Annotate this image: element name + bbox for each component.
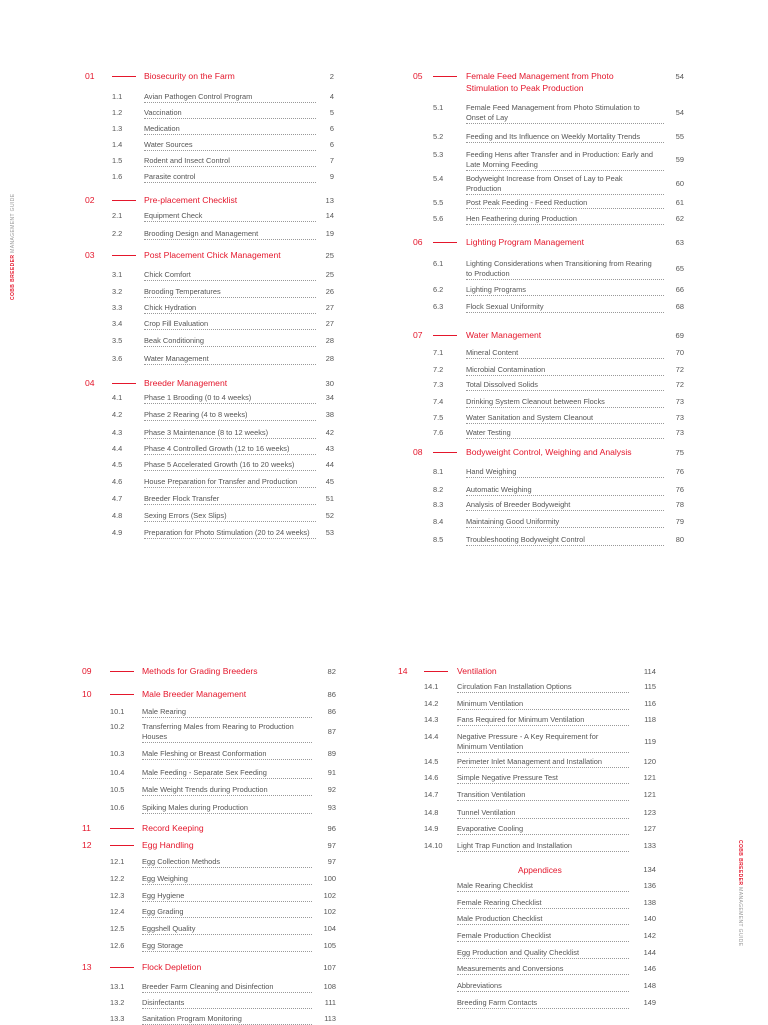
entry-title[interactable]: Fans Required for Minimum Ventilation [457,715,629,726]
entry-number: 7.5 [433,413,444,422]
page-number: 80 [675,535,684,544]
entry-number: 14.4 [424,732,439,741]
section-rule [433,452,457,453]
entry-number: 7.3 [433,380,444,389]
entry-title[interactable]: Water Testing [466,428,664,439]
page-number: 136 [643,881,656,890]
section-number: 03 [85,250,95,260]
entry-title[interactable]: Egg Production and Quality Checklist [457,948,629,959]
section-title-line2[interactable]: Stimulation to Peak Production [466,83,584,93]
entry-number: 3.5 [112,336,123,345]
page-number: 97 [327,841,336,850]
entry-title[interactable]: Simple Negative Pressure Test [457,773,629,784]
page-number: 146 [643,964,656,973]
entry-title[interactable]: Female Production Checklist [457,931,629,942]
page-number: 96 [327,824,336,833]
entry-title[interactable]: Water Sanitation and System Cleanout [466,413,664,424]
appendices-heading[interactable]: Appendices [518,865,562,875]
section-title[interactable]: Record Keeping [142,823,204,833]
entry-number: 12.5 [110,924,125,933]
section-number: 13 [82,962,92,972]
page-number: 9 [329,172,334,181]
entry-number: 8.3 [433,500,444,509]
section-number: 10 [82,689,92,699]
entry-title[interactable]: Preparation for Photo Stimulation (20 to 24 weeks) [144,528,316,539]
entry-title[interactable]: Hand Weighing [466,467,664,478]
page-number: 134 [643,865,656,874]
entry-number: 10.1 [110,707,125,716]
page-number: 27 [325,319,334,328]
entry-title-line2[interactable]: Late Morning Feeding [466,160,664,171]
entry-number: 14.3 [424,715,439,724]
section-title[interactable]: Water Management [466,330,542,340]
page-number: 86 [327,690,336,699]
entry-title[interactable]: Female Feed Management from Photo Stimulation to [466,103,640,112]
entry-title[interactable]: Beak Conditioning [144,336,316,347]
section-rule [424,671,448,672]
entry-title[interactable]: Sanitation Program Monitoring [142,1014,312,1025]
page-number: 43 [325,444,334,453]
entry-title[interactable]: Parasite control [144,172,316,183]
page-number: 73 [675,428,684,437]
page-number: 104 [323,924,336,933]
entry-title[interactable]: Feeding Hens after Transfer and in Production: Early and [466,150,653,159]
page-number: 54 [675,72,684,81]
entry-title[interactable]: Male Weight Trends during Production [142,785,312,796]
section-title[interactable]: Post Placement Chick Management [144,250,281,260]
page-number: 133 [643,841,656,850]
entry-title[interactable]: Sexing Errors (Sex Slips) [144,511,316,522]
section-rule [110,967,134,968]
entry-number: 4.9 [112,528,123,537]
entry-number: 1.6 [112,172,123,181]
entry-number: 3.6 [112,354,123,363]
entry-title[interactable]: Male Rearing Checklist [457,881,629,892]
entry-title[interactable]: Post Peak Feeding - Feed Reduction [466,198,664,209]
entry-title[interactable]: Eggshell Quality [142,924,312,935]
entry-title[interactable]: Transferring Males from Rearing to Production [142,722,294,731]
entry-title[interactable]: Vaccination [144,108,316,119]
entry-number: 14.7 [424,790,439,799]
entry-title[interactable]: Minimum Ventilation [457,699,629,710]
entry-title[interactable]: Water Sources [144,140,316,151]
entry-title[interactable]: Circulation Fan Installation Options [457,682,629,693]
page-number: 91 [327,768,336,777]
entry-number: 1.5 [112,156,123,165]
entry-number: 7.1 [433,348,444,357]
page-number: 102 [323,891,336,900]
page-number: 79 [675,517,684,526]
section-rule [112,200,136,201]
page-number: 51 [325,494,334,503]
page-number: 2 [329,72,334,81]
page-number: 55 [675,132,684,141]
page-number: 53 [325,528,334,537]
page-number: 7 [329,156,334,165]
entry-number: 10.5 [110,785,125,794]
entry-title[interactable]: Microbial Contamination [466,365,664,376]
page-number: 119 [644,737,656,746]
entry-number: 4.7 [112,494,123,503]
entry-title[interactable]: Light Trap Function and Installation [457,841,629,852]
page-number: 19 [325,229,334,238]
entry-title[interactable]: Hen Feathering during Production [466,214,664,225]
section-number: 04 [85,378,95,388]
entry-title-line2[interactable]: Minimum Ventilation [457,742,629,753]
section-number: 05 [413,71,423,81]
page-number: 42 [325,428,334,437]
section-number: 11 [82,823,91,833]
section-rule [433,335,457,336]
entry-number: 13.2 [110,998,125,1007]
page-number: 102 [323,907,336,916]
entry-title[interactable]: Rodent and Insect Control [144,156,316,167]
page-number: 66 [675,285,684,294]
section-title[interactable]: Methods for Grading Breeders [142,666,258,676]
section-number: 06 [413,237,423,247]
entry-title[interactable]: Breeding Farm Contacts [457,998,629,1009]
entry-number: 7.6 [433,428,444,437]
page-number: 148 [643,981,656,990]
entry-title[interactable]: Chick Hydration [144,303,316,314]
page-number: 115 [644,682,656,691]
entry-number: 5.2 [433,132,444,141]
page-number: 142 [643,931,656,940]
entry-number: 3.1 [112,270,123,279]
entry-number: 4.6 [112,477,123,486]
entry-number: 1.1 [112,92,123,101]
page-number: 69 [675,331,684,340]
page-number: 82 [327,667,336,676]
entry-title[interactable]: Water Management [144,354,316,365]
page-number: 114 [643,667,656,676]
section-number: 12 [82,840,92,850]
page-number: 76 [675,485,684,494]
entry-number: 12.1 [110,857,125,866]
page-number: 105 [323,941,336,950]
entry-title[interactable]: Phase 2 Rearing (4 to 8 weeks) [144,410,316,421]
entry-number: 3.3 [112,303,123,312]
entry-title[interactable]: Drinking System Cleanout between Flocks [466,397,664,408]
side-brand: COBB BREEDER [737,840,743,886]
entry-number: 8.2 [433,485,444,494]
entry-title[interactable]: Avian Pathogen Control Program [144,92,316,103]
entry-title-line2[interactable]: Houses [142,732,312,743]
entry-number: 1.4 [112,140,123,149]
entry-number: 6.3 [433,302,444,311]
entry-title[interactable]: Tunnel Ventilation [457,808,629,819]
entry-number: 2.2 [112,229,123,238]
section-number: 14 [398,666,408,676]
page-number: 76 [675,467,684,476]
page-number: 38 [325,410,334,419]
page-number: 25 [325,270,334,279]
section-title[interactable]: Ventilation [457,666,497,676]
entry-number: 12.2 [110,874,125,883]
entry-number: 12.6 [110,941,125,950]
side-rest: MANAGEMENT GUIDE [10,193,16,255]
page-number: 45 [325,477,334,486]
entry-title[interactable]: Chick Comfort [144,270,316,281]
page-number: 34 [325,393,334,402]
page-number: 121 [643,790,656,799]
entry-title-line2[interactable]: Production [466,184,664,195]
entry-title[interactable]: Phase 5 Accelerated Growth (16 to 20 weeks) [144,460,316,471]
page-number: 27 [325,303,334,312]
entry-title[interactable]: Brooding Temperatures [144,287,316,298]
entry-number: 10.2 [110,722,125,731]
entry-number: 14.2 [424,699,439,708]
entry-title-line2[interactable]: to Production [466,269,664,280]
entry-number: 5.5 [433,198,444,207]
entry-title[interactable]: Male Production Checklist [457,914,629,925]
section-rule [112,255,136,256]
page-number: 28 [325,336,334,345]
page-number: 92 [327,785,336,794]
page-number: 100 [323,874,336,883]
page-number: 72 [675,365,684,374]
section-title[interactable]: Male Breeder Management [142,689,247,699]
page-number: 107 [323,963,336,972]
entry-number: 6.1 [433,259,444,268]
entry-number: 13.3 [110,1014,125,1023]
entry-title-line2[interactable]: Onset of Lay [466,113,664,124]
page-number: 138 [643,898,656,907]
page-number: 93 [327,803,336,812]
section-title[interactable]: Flock Depletion [142,962,202,972]
entry-title[interactable]: Medication [144,124,316,135]
side-rest: MANAGEMENT GUIDE [737,885,743,947]
entry-title[interactable]: Egg Grading [142,907,312,918]
entry-number: 4.8 [112,511,123,520]
entry-number: 1.2 [112,108,123,117]
section-number: 02 [85,195,95,205]
entry-number: 14.5 [424,757,439,766]
page-number: 5 [329,108,334,117]
page-number: 4 [329,92,334,101]
section-title[interactable]: Lighting Program Management [466,237,584,247]
section-title[interactable]: Egg Handling [142,840,194,850]
entry-title[interactable]: Perimeter Inlet Management and Installation [457,757,629,768]
page-number: 59 [675,155,684,164]
entry-title[interactable]: Equipment Check [144,211,316,222]
entry-number: 5.6 [433,214,444,223]
page-number: 86 [327,707,336,716]
entry-number: 3.2 [112,287,123,296]
page-number: 89 [327,749,336,758]
entry-title[interactable]: Total Dissolved Solids [466,380,664,391]
section-number: 08 [413,447,423,457]
page-number: 97 [327,857,336,866]
section-rule [433,242,457,243]
page-number: 108 [323,982,336,991]
section-rule [433,76,457,77]
entry-title[interactable]: Male Fleshing or Breast Conformation [142,749,312,760]
page-number: 6 [329,124,334,133]
page-number: 140 [643,914,656,923]
side-label-top [10,193,16,300]
section-rule [110,694,134,695]
entry-title[interactable]: Evaporative Cooling [457,824,629,835]
page-number: 52 [325,511,334,520]
page-number: 54 [675,108,684,117]
section-title[interactable]: Biosecurity on the Farm [144,71,235,81]
page-number: 127 [643,824,656,833]
section-rule [110,671,134,672]
entry-number: 12.4 [110,907,125,916]
page-number: 44 [325,460,334,469]
entry-number: 10.3 [110,749,125,758]
entry-number: 8.4 [433,517,444,526]
entry-title[interactable]: Phase 1 Brooding (0 to 4 weeks) [144,393,316,404]
entry-title[interactable]: Automatic Weighing [466,485,664,496]
section-title[interactable]: Bodyweight Control, Weighing and Analysis [466,447,632,457]
page-number: 68 [675,302,684,311]
page-number: 62 [675,214,684,223]
entry-title[interactable]: Flock Sexual Uniformity [466,302,664,313]
entry-title[interactable]: Male Feeding - Separate Sex Feeding [142,768,312,779]
entry-title[interactable]: Phase 3 Maintenance (8 to 12 weeks) [144,428,316,439]
entry-number: 13.1 [110,982,125,991]
entry-title[interactable]: Egg Hygiene [142,891,312,902]
entry-title[interactable]: Lighting Considerations when Transitioning from Rearing [466,259,652,268]
page-number: 25 [325,251,334,260]
section-title[interactable]: Female Feed Management from Photo [466,71,614,81]
entry-title[interactable]: Mineral Content [466,348,664,359]
page-number: 6 [329,140,334,149]
entry-number: 1.3 [112,124,123,133]
entry-title[interactable]: Breeder Flock Transfer [144,494,316,505]
page-number: 73 [675,397,684,406]
page-number: 144 [643,948,656,957]
entry-number: 2.1 [112,211,123,220]
entry-title[interactable]: Maintaining Good Uniformity [466,517,664,528]
entry-number: 14.10 [424,841,443,850]
entry-number: 5.3 [433,150,444,159]
entry-title[interactable]: Female Rearing Checklist [457,898,629,909]
entry-number: 8.1 [433,467,444,476]
page-number: 61 [675,198,684,207]
entry-number: 4.3 [112,428,123,437]
section-title[interactable]: Pre-placement Checklist [144,195,238,205]
side-brand: COBB BREEDER [10,254,16,300]
page-number: 70 [675,348,684,357]
page-number: 111 [324,998,336,1007]
entry-title[interactable]: Egg Storage [142,941,312,952]
section-title[interactable]: Breeder Management [144,378,228,388]
section-rule [110,845,134,846]
entry-title[interactable]: Egg Collection Methods [142,857,312,868]
page-number: 72 [675,380,684,389]
entry-number: 7.2 [433,365,444,374]
page-number: 116 [644,699,656,708]
entry-number: 4.2 [112,410,123,419]
entry-title[interactable]: Breeder Farm Cleaning and Disinfection [142,982,312,993]
entry-title[interactable]: Crop Fill Evaluation [144,319,316,330]
entry-title[interactable]: Egg Weighing [142,874,312,885]
entry-number: 10.6 [110,803,125,812]
entry-title[interactable]: Disinfectants [142,998,312,1009]
entry-number: 12.3 [110,891,125,900]
page-number: 30 [325,379,334,388]
entry-number: 6.2 [433,285,444,294]
entry-title[interactable]: Abbreviations [457,981,629,992]
page-number: 113 [324,1014,336,1023]
entry-number: 5.1 [433,103,444,112]
entry-title[interactable]: Phase 4 Controlled Growth (12 to 16 weeks) [144,444,316,455]
entry-title[interactable]: Negative Pressure - A Key Requirement for [457,732,599,741]
entry-title[interactable]: Analysis of Breeder Bodyweight [466,500,664,511]
section-rule [112,76,136,77]
entry-title[interactable]: Feeding and Its Influence on Weekly Mortality Trends [466,132,664,143]
entry-number: 14.1 [424,682,439,691]
entry-number: 14.9 [424,824,439,833]
entry-number: 7.4 [433,397,444,406]
entry-number: 8.5 [433,535,444,544]
entry-number: 5.4 [433,174,444,183]
section-number: 09 [82,666,92,676]
entry-title[interactable]: Measurements and Conversions [457,964,629,975]
page-number: 75 [675,448,684,457]
entry-title[interactable]: Brooding Design and Management [144,229,316,240]
entry-number: 10.4 [110,768,125,777]
entry-title[interactable]: Spiking Males during Production [142,803,312,814]
entry-title[interactable]: Troubleshooting Bodyweight Control [466,535,664,546]
entry-number: 4.5 [112,460,123,469]
page-number: 73 [675,413,684,422]
entry-title[interactable]: Male Rearing [142,707,312,718]
entry-number: 14.6 [424,773,439,782]
page-number: 60 [675,179,684,188]
section-number: 07 [413,330,423,340]
page-number: 26 [325,287,334,296]
entry-number: 4.1 [112,393,123,402]
entry-number: 3.4 [112,319,123,328]
section-number: 01 [85,71,95,81]
page-number: 87 [327,727,336,736]
page-number: 123 [643,808,656,817]
page-number: 149 [643,998,656,1007]
page-number: 13 [325,196,334,205]
page-number: 28 [325,354,334,363]
page-number: 63 [675,238,684,247]
page-number: 120 [643,757,656,766]
section-rule [112,383,136,384]
page-number: 65 [675,264,684,273]
side-label-bottom [737,840,743,947]
entry-number: 4.4 [112,444,123,453]
section-rule [110,828,134,829]
entry-title[interactable]: Bodyweight Increase from Onset of Lay to Peak [466,174,623,183]
entry-number: 14.8 [424,808,439,817]
entry-title[interactable]: Transition Ventilation [457,790,629,801]
page-number: 14 [325,211,334,220]
entry-title[interactable]: House Preparation for Transfer and Production [144,477,316,488]
entry-title[interactable]: Lighting Programs [466,285,664,296]
page-number: 118 [644,715,656,724]
page-number: 121 [643,773,656,782]
page-number: 78 [675,500,684,509]
